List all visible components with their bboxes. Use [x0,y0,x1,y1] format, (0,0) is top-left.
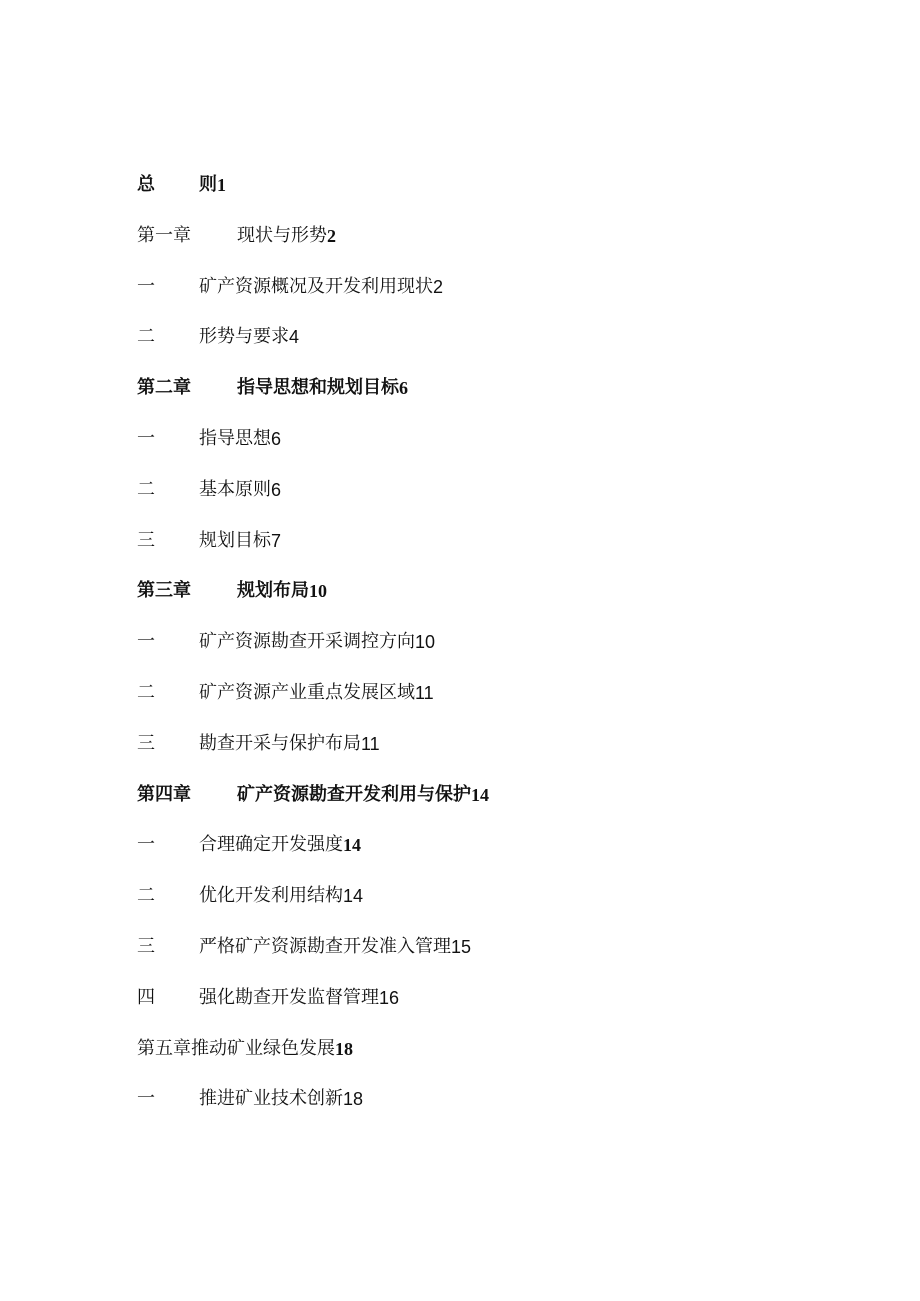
toc-entry[interactable] [137,170,857,221]
toc-entry-number: 一 [137,427,155,449]
toc-entry-number: 二 [137,885,155,907]
toc-entry[interactable] [137,475,857,526]
toc-entry[interactable] [137,322,857,373]
toc-entry-title: 规划布局 [237,580,309,602]
toc-entry-page-number: 18 [335,1038,353,1059]
toc-entry-title: 严格矿产资源勘查开发准入管理 [199,935,451,957]
toc-entry-number: 三 [137,732,155,754]
toc-entry-title: 现状与形势 [237,224,327,246]
toc-entry[interactable] [137,424,857,475]
toc-entry-page-number: 2 [327,225,336,246]
toc-entry[interactable] [137,272,857,323]
toc-entry-title: 规划目标 [199,529,271,551]
toc-entry-page-number: 10 [309,581,327,602]
toc-entry-page-number: 6 [271,479,282,500]
toc-entry[interactable] [137,627,857,678]
toc-entry-number: 二 [137,326,155,348]
toc-entry-number: 三 [137,935,155,957]
toc-entry-page-number: 6 [399,378,408,399]
toc-entry-number: 一 [137,834,155,856]
toc-entry-page-number: 1 [217,175,226,195]
toc-entry[interactable] [137,221,857,272]
toc-entry-page-number: 7 [271,530,282,551]
toc-entry-page-number: 18 [343,1089,364,1110]
toc-entry[interactable] [137,1034,857,1085]
toc-entry-page-number: 6 [271,428,282,449]
toc-entry[interactable] [137,729,857,780]
toc-entry[interactable] [137,526,857,577]
toc-entry-title: 合理确定开发强度 [199,834,343,856]
toc-entry-number: 第四章 [137,783,191,805]
toc-entry-title: 矿产资源产业重点发展区域 [199,681,415,703]
toc-entry-number: 三 [137,529,155,551]
toc-entry-title: 形势与要求 [199,326,289,348]
toc-entry-page-number: 16 [379,987,400,1008]
toc-entry[interactable] [137,983,857,1034]
toc-entry-title: 第五章推动矿业绿色发展 [137,1037,335,1059]
toc-entry-title: 指导思想 [199,427,271,449]
toc-entry-page-number: 2 [433,276,444,297]
toc-entry-title: 则 [199,174,217,195]
toc-entry-number: 一 [137,631,155,653]
toc-entry-title: 推进矿业技术创新 [199,1088,343,1110]
toc-entry-number: 一 [137,1088,155,1110]
toc-entry-title: 优化开发利用结构 [199,885,343,907]
toc-entry-title: 强化勘查开发监督管理 [199,986,379,1008]
toc-entry-title: 矿产资源勘查开发利用与保护 [237,783,471,805]
toc-entry-number: 一 [137,275,155,297]
toc-entry-number: 总 [137,174,155,195]
table-of-contents [137,170,857,1135]
toc-entry-title: 勘查开采与保护布局 [199,732,361,754]
toc-entry-number: 第一章 [137,224,191,246]
toc-entry-page-number: 15 [451,936,472,957]
toc-entry[interactable] [137,932,857,983]
toc-entry-title: 指导思想和规划目标 [237,377,399,399]
toc-entry-title: 基本原则 [199,478,271,500]
toc-entry[interactable] [137,678,857,729]
toc-entry-number: 二 [137,681,155,703]
toc-entry-page-number: 10 [415,632,436,653]
toc-entry-title: 矿产资源概况及开发利用现状 [199,275,433,297]
toc-entry[interactable] [137,576,857,627]
toc-entry-number: 第三章 [137,580,191,602]
toc-entry-number: 四 [137,986,155,1008]
toc-entry-page-number: 14 [343,835,361,856]
toc-entry-page-number: 14 [343,886,364,907]
toc-entry-number: 二 [137,478,155,500]
toc-entry-page-number: 11 [361,733,380,754]
toc-entry-page-number: 14 [471,784,489,805]
toc-entry[interactable] [137,780,857,831]
toc-entry-number: 第二章 [137,377,191,399]
toc-entry-page-number: 11 [415,682,434,703]
toc-entry[interactable] [137,881,857,932]
toc-entry-title: 矿产资源勘查开采调控方向 [199,631,415,653]
toc-entry[interactable] [137,373,857,424]
toc-entry[interactable] [137,830,857,881]
toc-entry[interactable] [137,1084,857,1135]
toc-entry-page-number: 4 [289,327,300,348]
